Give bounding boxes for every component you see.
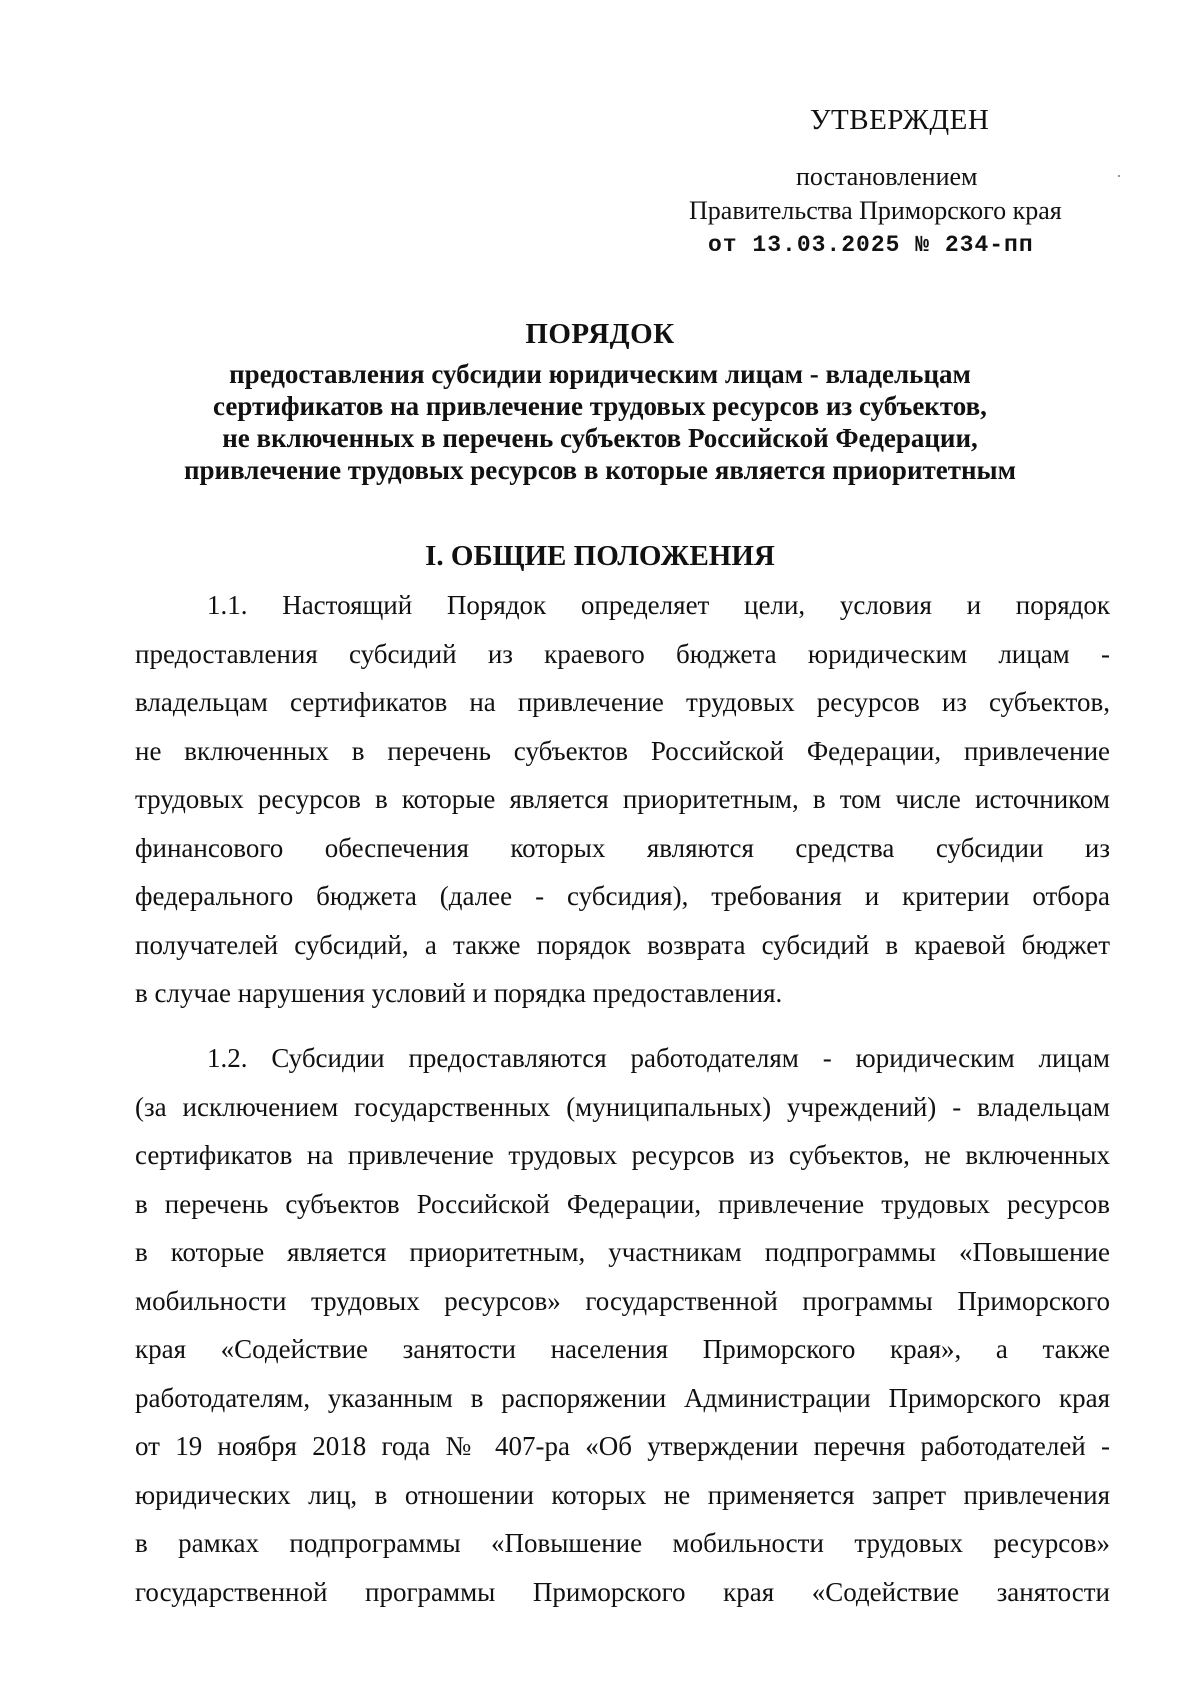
subtitle-line: не включенных в перечень субъектов Российской Федерации, <box>222 423 978 453</box>
paragraph-line: финансового обеспечения которых являются средства субсидии из <box>135 832 1110 863</box>
subtitle-line: привлечение трудовых ресурсов в которые является приоритетным <box>183 455 1017 485</box>
paragraph-line: сертификатов на привлечение трудовых ресурсов из субъектов, не включенных <box>135 1140 1110 1170</box>
paragraph-line: трудовых ресурсов в которые является приоритетным, в том числе источником <box>135 784 1110 814</box>
paragraph-line: в случае нарушения условий и порядка предоставления. <box>135 978 783 1008</box>
approved-label: УТВЕРЖДЕН <box>810 104 990 136</box>
paragraph-line: (за исключением государственных (муниципальных) учреждений) - владельцам <box>135 1091 1110 1122</box>
paragraph-line: в которые является приоритетным, участникам подпрограммы «Повышение <box>135 1237 1110 1267</box>
paragraph-line: мобильности трудовых ресурсов» государственной программы Приморского <box>135 1285 1110 1316</box>
paragraph-line: от 19 ноября 2018 года № 407-ра «Об утверждении перечня работодателей - <box>135 1431 1110 1461</box>
paragraph-line: предоставления субсидий из краевого бюджета юридическим лицам - <box>135 638 1110 669</box>
document-title: ПОРЯДОК <box>525 318 675 350</box>
paragraph-line: федерального бюджета (далее - субсидия), требования и критерии отбора <box>135 881 1110 911</box>
subtitle-line: предоставления субсидии юридическим лицам - владельцам <box>229 359 971 389</box>
paragraph-1-1 <box>135 581 1110 1018</box>
paragraph-1-2 <box>135 1034 1110 1616</box>
scan-speck <box>1118 175 1120 177</box>
paragraph-line: владельцам сертификатов на привлечение трудовых ресурсов из субъектов, <box>135 687 1110 717</box>
document-subtitle <box>0 358 1200 486</box>
paragraph-line: края «Содействие занятости населения Приморского края», а также <box>135 1334 1110 1364</box>
paragraph-line: государственной программы Приморского края «Содействие занятости <box>135 1576 1110 1607</box>
paragraph-line: 1.2. Субсидии предоставляются работодателям - юридическим лицам <box>207 1043 1110 1073</box>
paragraph-line: в перечень субъектов Российской Федерации, привлечение трудовых ресурсов <box>135 1188 1110 1219</box>
paragraph-line: в рамках подпрограммы «Повышение мобильности трудовых ресурсов» <box>135 1528 1110 1558</box>
paragraph-line: 1.1. Настоящий Порядок определяет цели, условия и порядок <box>207 590 1110 620</box>
paragraph-line: работодателям, указанным в распоряжении Администрации Приморского края <box>135 1382 1110 1413</box>
approval-line-resolution: постановлением <box>796 162 978 191</box>
section-heading: I. ОБЩИЕ ПОЛОЖЕНИЯ <box>425 540 775 572</box>
subtitle-line: сертификатов на привлечение трудовых ресурсов из субъектов, <box>213 391 987 421</box>
approval-line-date-number: от 13.03.2025 № 234-пп <box>708 232 1034 258</box>
approval-line-government: Правительства Приморского края <box>689 196 1062 225</box>
paragraph-line: не включенных в перечень субъектов Российской Федерации, привлечение <box>135 735 1110 766</box>
paragraph-line: получателей субсидий, а также порядок возврата субсидий в краевой бюджет <box>135 929 1110 960</box>
paragraph-line: юридических лиц, в отношении которых не применяется запрет привлечения <box>135 1479 1110 1510</box>
